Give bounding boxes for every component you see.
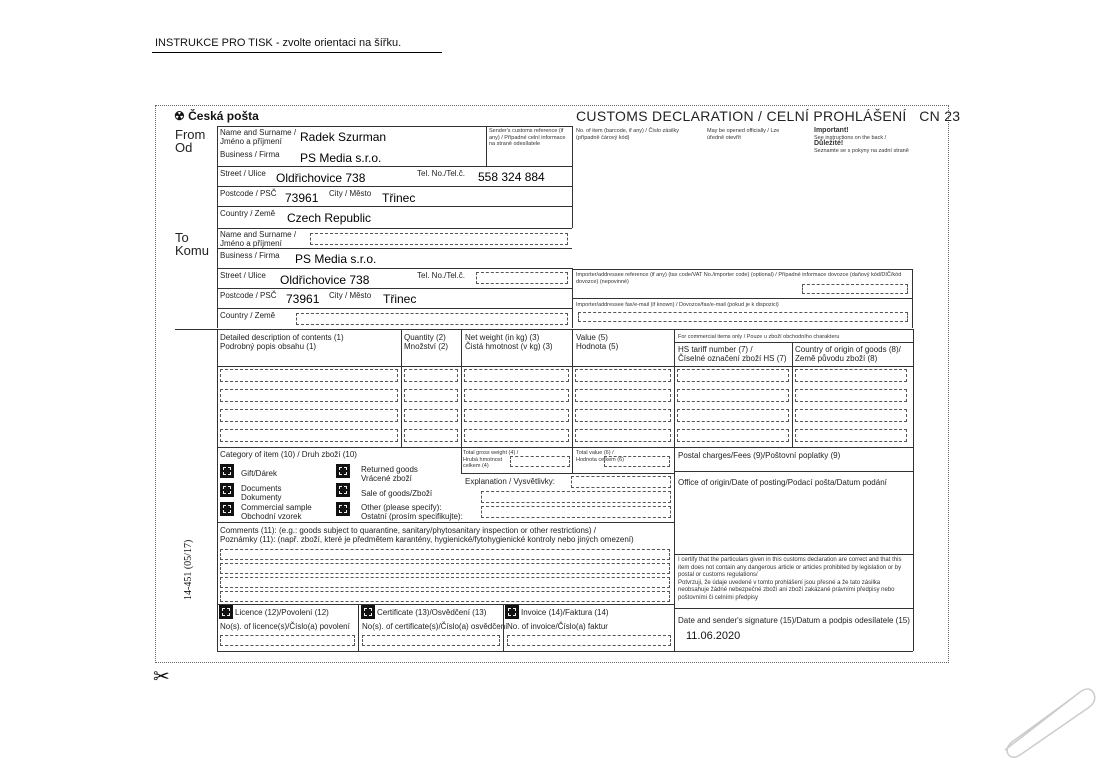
sale-checkbox[interactable] xyxy=(336,483,350,497)
to-postcode-label: Postcode / PSČ xyxy=(220,291,277,300)
certificate-no-input[interactable] xyxy=(362,635,500,646)
from-street-value[interactable]: Oldřichovice 738 xyxy=(276,171,366,185)
item-row-1-cell-1[interactable] xyxy=(220,369,398,382)
invoice-checkbox[interactable] xyxy=(505,605,519,619)
comments-input-1[interactable] xyxy=(220,549,670,560)
item-row-1-cell-2[interactable] xyxy=(404,369,458,382)
from-country-value[interactable]: Czech Republic xyxy=(287,211,372,225)
form-title: CUSTOMS DECLARATION / CELNÍ PROHLÁŠENÍ CN 23 xyxy=(576,108,961,124)
invoice-no-input[interactable] xyxy=(507,635,671,646)
scissors-icon: ✂ xyxy=(153,666,170,688)
from-country-label: Country / Země xyxy=(220,209,276,218)
to-tel-label: Tel. No./Tel.č. xyxy=(417,271,466,280)
item-no-label: No. of item (barcode, if any) / Číslo zásilky (případně čárový kód) xyxy=(576,128,680,141)
sample-checkbox[interactable] xyxy=(220,502,234,516)
item-row-2-cell-4[interactable] xyxy=(575,389,671,402)
item-row-1-cell-5[interactable] xyxy=(677,369,789,382)
commercial-header: For commercial items only / Pouze u zboží obchodního charakteru xyxy=(678,334,840,340)
from-tel-value[interactable]: 558 324 884 xyxy=(478,170,545,184)
to-city-value[interactable]: Třinec xyxy=(383,292,417,306)
item-row-4-cell-1[interactable] xyxy=(220,429,398,442)
item-row-3-cell-6[interactable] xyxy=(795,409,907,422)
explanation-input-1[interactable] xyxy=(571,476,671,488)
weight-header: Net weight (in kg) (3) Čistá hmotnost (v kg) (3) xyxy=(465,333,553,351)
value-header: Value (5) Hodnota (5) xyxy=(576,333,619,351)
item-row-3-cell-4[interactable] xyxy=(575,409,671,422)
to-city-label: City / Město xyxy=(329,291,372,300)
sale-label: Sale of goods/Zboží xyxy=(361,489,433,498)
office-origin-label: Office of origin/Date of posting/Podací pošta/Datum podání xyxy=(678,478,887,487)
to-street-value[interactable]: Oldřichovice 738 xyxy=(280,273,370,287)
item-row-4-cell-3[interactable] xyxy=(464,429,569,442)
item-row-3-cell-5[interactable] xyxy=(677,409,789,422)
gift-checkbox[interactable] xyxy=(220,464,234,478)
certify-text: I certify that the particulars given in this customs declaration are correct and that this item does not contain any dangerous article or articles prohibited by legislation or by postal or customs regulations/ Potvrzuji, že údaje uvedené v tomto prohlášení jsou přesné a že tato zásilka neobsahuje žádné nebezpečné zboží ani zboží zakázané právními předpisy nebo poštovními či celními předpisy xyxy=(678,557,902,601)
print-instruction: INSTRUKCE PRO TISK - zvolte orientaci na šířku. xyxy=(155,37,402,49)
item-row-2-cell-5[interactable] xyxy=(677,389,789,402)
from-name-label: Name and Surname / Jméno a příjmení xyxy=(220,128,297,146)
to-country-label: Country / Země xyxy=(220,311,276,320)
desc-header: Detailed description of contents (1) Podrobný popis obsahu (1) xyxy=(220,333,344,351)
invoice-no-label: No. of invoice/Číslo(a) faktur xyxy=(507,622,608,631)
signature-date[interactable]: 11.06.2020 xyxy=(686,630,741,642)
from-street-label: Street / Ulice xyxy=(220,169,266,178)
from-name-value[interactable]: Radek Szurman xyxy=(300,130,387,144)
posthorn-icon: ☢ xyxy=(174,109,185,123)
to-business-value[interactable]: PS Media s.r.o. xyxy=(295,252,377,266)
importer-ref-input[interactable] xyxy=(802,284,908,294)
total-value-input[interactable] xyxy=(604,456,670,467)
importer-ref-label: Importer/addressee reference (if any) (tax code/VAT No./importer code) (optional) / Případné informace dovozce (daňový kód/DIČ/kód dovozce) (nepovinné) xyxy=(576,272,902,285)
from-label: From Od xyxy=(175,127,206,155)
to-country-input[interactable] xyxy=(296,313,568,325)
to-street-label: Street / Ulice xyxy=(220,271,266,280)
origin-header: Country of origin of goods (8)/ Země původu zboží (8) xyxy=(795,345,901,363)
hs-header: HS tariff number (7) / Číselné označení zboží HS (7) xyxy=(678,345,787,363)
gross-weight-label: Total gross weight (4) / Hrubá hmotnost celkem (4) xyxy=(463,450,519,469)
comments-input-4[interactable] xyxy=(220,591,670,602)
item-row-4-cell-4[interactable] xyxy=(575,429,671,442)
important-note: Important! See instructions on the back / Důležité! Seznamte se s pokyny na zadní straně xyxy=(814,127,909,154)
certificate-checkbox[interactable] xyxy=(361,605,375,619)
item-row-2-cell-3[interactable] xyxy=(464,389,569,402)
gross-weight-input[interactable] xyxy=(510,456,570,467)
item-row-4-cell-5[interactable] xyxy=(677,429,789,442)
from-postcode-label: Postcode / PSČ xyxy=(220,189,277,198)
opened-label: May be opened officially / Lze úředně otevřít xyxy=(707,128,780,141)
paperclip-icon xyxy=(990,680,1100,760)
other-checkbox[interactable] xyxy=(336,502,350,516)
comments-label: Comments (11): (e.g.: goods subject to quarantine, sanitary/phytosanitary inspection or other restrictions) / Poznámky (11): (např. zboží, které je předmětem karantény, hygienické/fytohygienické kontroly nebo jiných omezení) xyxy=(220,526,634,544)
form-number: 14-451 (05/17) xyxy=(183,539,194,600)
item-row-1-cell-3[interactable] xyxy=(464,369,569,382)
item-row-3-cell-2[interactable] xyxy=(404,409,458,422)
explanation-input-3[interactable] xyxy=(481,506,671,518)
postal-charges-label: Postal charges/Fees (9)/Poštovní poplatky (9) xyxy=(678,451,841,460)
from-city-label: City / Město xyxy=(329,189,372,198)
gift-label: Gift/Dárek xyxy=(241,469,278,478)
explanation-label: Explanation / Vysvětlivky: xyxy=(465,477,555,486)
item-row-3-cell-3[interactable] xyxy=(464,409,569,422)
sender-ref-label: Sender's customs reference (if any) / Případné celní informace na straně odesílatele xyxy=(489,128,566,147)
returned-checkbox[interactable] xyxy=(336,464,350,478)
to-name-input[interactable] xyxy=(310,233,568,245)
signature-label: Date and sender's signature (15)/Datum a podpis odesílatele (15) xyxy=(678,616,910,625)
importer-fax-input[interactable] xyxy=(578,312,908,322)
to-postcode-value[interactable]: 73961 xyxy=(286,292,320,306)
documents-checkbox[interactable] xyxy=(220,483,234,497)
returned-label: Returned goods Vrácené zboží xyxy=(361,465,418,483)
total-value-label: Total value (6) / Hodnota celkem (6) xyxy=(576,450,624,463)
item-row-4-cell-2[interactable] xyxy=(404,429,458,442)
documents-label: Documents Dokumenty xyxy=(241,484,282,502)
licence-label: Licence (12)/Povolení (12) xyxy=(235,608,329,617)
item-row-1-cell-6[interactable] xyxy=(795,369,907,382)
to-name-label: Name and Surname / Jméno a příjmení xyxy=(220,230,297,248)
item-row-3-cell-1[interactable] xyxy=(220,409,398,422)
comments-input-2[interactable] xyxy=(220,563,670,574)
to-tel-input[interactable] xyxy=(476,272,568,284)
other-label: Other (please specify): Ostatní (prosím specifikujte): xyxy=(361,503,463,521)
to-business-label: Business / Firma xyxy=(220,251,280,260)
from-city-value[interactable]: Třinec xyxy=(382,191,416,205)
explanation-input-2[interactable] xyxy=(481,491,671,503)
comments-input-3[interactable] xyxy=(220,577,670,588)
to-label: To Komu xyxy=(175,230,209,258)
from-postcode-value[interactable]: 73961 xyxy=(285,191,319,205)
importer-fax-label: Importer/addressee fax/e-mail (if known) / Dovozce/fax/e-mail (pokud je k dispozici) xyxy=(576,302,779,308)
item-row-2-cell-1[interactable] xyxy=(220,389,398,402)
item-row-1-cell-4[interactable] xyxy=(575,369,671,382)
item-row-4-cell-6[interactable] xyxy=(795,429,907,442)
licence-no-label: No(s). of licence(s)/Číslo(a) povolení xyxy=(220,622,350,631)
from-business-value[interactable]: PS Media s.r.o. xyxy=(300,151,382,165)
sample-label: Commercial sample Obchodní vzorek xyxy=(241,503,312,521)
licence-checkbox[interactable] xyxy=(219,605,233,619)
invoice-label: Invoice (14)/Faktura (14) xyxy=(521,608,609,617)
item-row-2-cell-6[interactable] xyxy=(795,389,907,402)
certificate-label: Certificate (13)/Osvědčení (13) xyxy=(377,608,487,617)
from-tel-label: Tel. No./Tel.č. xyxy=(417,169,466,178)
qty-header: Quantity (2) Množství (2) xyxy=(404,333,449,351)
certificate-no-label: No(s). of certificate(s)/Číslo(a) osvědčení xyxy=(362,622,508,631)
licence-no-input[interactable] xyxy=(220,635,355,646)
brand-logo: ☢ Česká pošta xyxy=(174,109,259,123)
item-row-2-cell-2[interactable] xyxy=(404,389,458,402)
from-business-label: Business / Firma xyxy=(220,150,280,159)
category-title: Category of item (10) / Druh zboží (10) xyxy=(220,450,357,459)
